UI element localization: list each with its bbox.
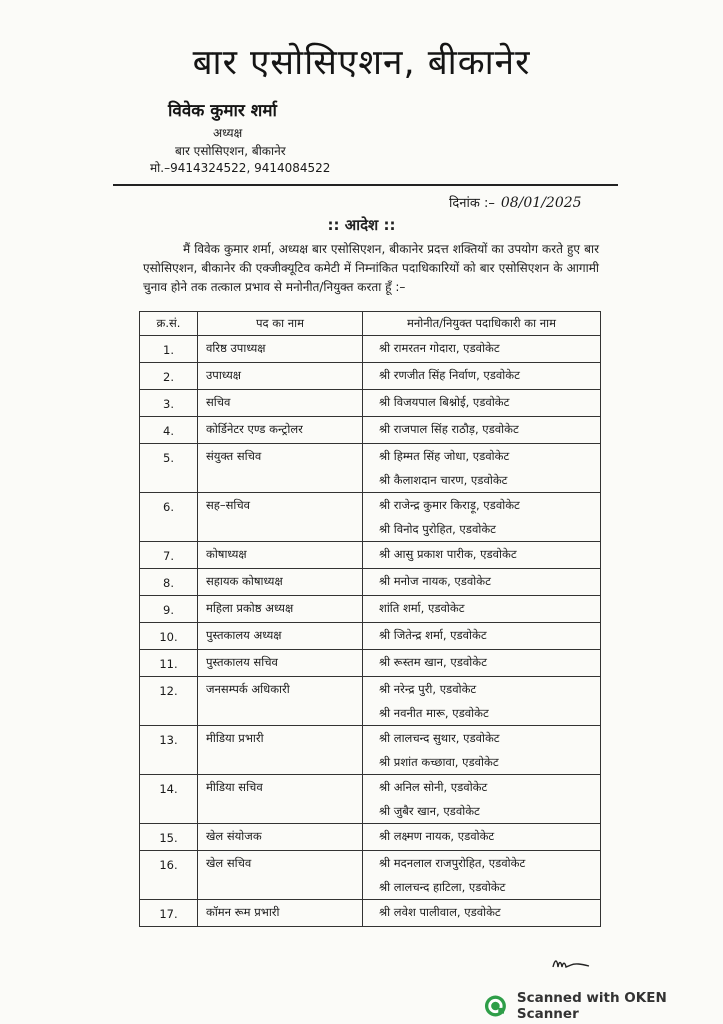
appointee-name: श्री जितेन्द्र शर्मा, एडवोकेट (379, 628, 487, 642)
appointee-name: श्री रूस्तम खान, एडवोकेट (379, 655, 487, 669)
row-appointees (363, 775, 601, 824)
row-serial: 15. (140, 824, 198, 851)
row-serial: 4. (140, 417, 198, 444)
row-serial: 17. (140, 900, 198, 927)
appointee-name: श्री नरेन्द्र पुरी, एडवोकेट (379, 682, 477, 696)
row-post: खेल संयोजक (198, 824, 363, 851)
row-post: मीडिया सचिव (198, 775, 363, 824)
row-serial: 5. (140, 444, 198, 493)
scanner-logo-icon (484, 994, 507, 1018)
president-designation: अध्यक्ष (213, 126, 243, 140)
row-appointees (363, 677, 601, 726)
row-appointees (363, 417, 601, 444)
appointee-name: श्री रामरतन गोदारा, एडवोकेट (379, 341, 500, 355)
appointee-name: श्री लालचन्द हाटिला, एडवोकेट (379, 880, 506, 894)
row-serial: 10. (140, 623, 198, 650)
row-appointees (363, 726, 601, 775)
appointee-name: श्री प्रशांत कच्छावा, एडवोकेट (379, 755, 499, 769)
appointee-name: श्री विनोद पुरोहित, एडवोकेट (379, 522, 496, 536)
appointee-name: श्री मनोज नायक, एडवोकेट (379, 574, 491, 588)
row-post: पुस्तकालय सचिव (198, 650, 363, 677)
table-header-row (140, 312, 601, 336)
date-value: 08/01/2025 (500, 195, 582, 211)
appointee-name: शांति शर्मा, एडवोकेट (379, 601, 465, 615)
table-row (140, 417, 601, 444)
row-serial: 6. (140, 493, 198, 542)
row-appointees (363, 824, 601, 851)
row-appointees (363, 390, 601, 417)
row-post: संयुक्त सचिव (198, 444, 363, 493)
appointee-name: श्री कैलाशदान चारण, एडवोकेट (379, 473, 508, 487)
appointee-name: श्री अनिल सोनी, एडवोकेट (379, 780, 488, 794)
row-post: कोर्डिनेटर एण्ड कन्ट्रोलर (198, 417, 363, 444)
row-appointees (363, 851, 601, 900)
date-line (449, 193, 582, 211)
row-appointees (363, 336, 601, 363)
table-row (140, 363, 601, 390)
appointee-name: श्री आसु प्रकाश पारीक, एडवोकेट (379, 547, 517, 561)
row-post: महिला प्रकोष्ठ अध्यक्ष (198, 596, 363, 623)
appointments-table (139, 311, 601, 927)
row-serial: 16. (140, 851, 198, 900)
row-post: सचिव (198, 390, 363, 417)
appointee-name: श्री लक्ष्मण नायक, एडवोकेट (379, 829, 495, 843)
appointee-name: श्री लालचन्द सुथार, एडवोकेट (379, 731, 500, 745)
table-row (140, 851, 601, 900)
row-appointees (363, 623, 601, 650)
appointee-name: श्री रणजीत सिंह निर्वाण, एडवोकेट (379, 368, 520, 382)
table-row (140, 623, 601, 650)
header-names: मनोनीत/नियुक्त पदाधिकारी का नाम (363, 312, 601, 336)
row-serial: 7. (140, 542, 198, 569)
row-serial: 8. (140, 569, 198, 596)
row-serial: 13. (140, 726, 198, 775)
appointee-name: श्री हिम्मत सिंह जोधा, एडवोकेट (379, 449, 510, 463)
appointee-name: श्री मदनलाल राजपुरोहित, एडवोकेट (379, 856, 526, 870)
appointee-name: श्री नवनीत मारू, एडवोकेट (379, 706, 489, 720)
scanner-text: Scanned with OKEN Scanner (516, 990, 667, 1022)
table-row (140, 542, 601, 569)
row-serial: 14. (140, 775, 198, 824)
row-post: वरिष्ठ उपाध्यक्ष (198, 336, 363, 363)
appointee-name: श्री राजपाल सिंह राठौड़, एडवोकेट (379, 422, 519, 436)
signature-mark (551, 955, 591, 973)
table-row (140, 444, 601, 493)
order-paragraph: मैं विवेक कुमार शर्मा, अध्यक्ष बार एसोसिएशन, बीकानेर प्रदत्त शक्तियों का उपयोग करते हुए बार एसोसिएशन, बीकानेर की एक्जीक्यूटिव कमेटी में निम्नांकित पदाधिकारियों को बार एसोसिएशन के आगामी चुनाव होने तक तत्काल प्रभाव से मनोनीत/नियुक्त करता हूँ :– (143, 242, 599, 294)
appointee-name: श्री राजेन्द्र कुमार किराड़ू, एडवोकेट (379, 498, 520, 512)
order-heading: :: आदेश :: (327, 216, 396, 234)
row-post: कॉमन रूम प्रभारी (198, 900, 363, 927)
row-serial: 3. (140, 390, 198, 417)
table-row (140, 824, 601, 851)
table-row (140, 677, 601, 726)
table-row (140, 726, 601, 775)
row-serial: 12. (140, 677, 198, 726)
row-appointees (363, 650, 601, 677)
header-divider (113, 184, 618, 186)
table-row (140, 493, 601, 542)
row-appointees (363, 900, 601, 927)
table-row (140, 569, 601, 596)
scanner-watermark (484, 990, 723, 1022)
president-organization: बार एसोसिएशन, बीकानेर (175, 144, 286, 158)
table-row (140, 390, 601, 417)
table-row (140, 775, 601, 824)
row-appointees (363, 569, 601, 596)
row-appointees (363, 493, 601, 542)
appointee-name: श्री लवेश पालीवाल, एडवोकेट (379, 905, 501, 919)
row-post: कोषाध्यक्ष (198, 542, 363, 569)
table-row (140, 650, 601, 677)
row-serial: 2. (140, 363, 198, 390)
president-name: विवेक कुमार शर्मा (168, 101, 277, 121)
row-appointees (363, 444, 601, 493)
row-post: सह–सचिव (198, 493, 363, 542)
table-row (140, 336, 601, 363)
row-serial: 1. (140, 336, 198, 363)
row-post: पुस्तकालय अध्यक्ष (198, 623, 363, 650)
header-post: पद का नाम (198, 312, 363, 336)
row-post: जनसम्पर्क अधिकारी (198, 677, 363, 726)
row-serial: 9. (140, 596, 198, 623)
row-appointees (363, 596, 601, 623)
row-post: सहायक कोषाध्यक्ष (198, 569, 363, 596)
row-serial: 11. (140, 650, 198, 677)
appointee-name: श्री विजयपाल बिश्नोई, एडवोकेट (379, 395, 510, 409)
row-post: मीडिया प्रभारी (198, 726, 363, 775)
appointee-name: श्री जुबैर खान, एडवोकेट (379, 804, 480, 818)
row-appointees (363, 363, 601, 390)
organization-title: बार एसोसिएशन, बीकानेर (192, 43, 531, 83)
row-appointees (363, 542, 601, 569)
header-serial: क्र.सं. (140, 312, 198, 336)
date-label: दिनांक :– (449, 196, 495, 211)
row-post: खेल सचिव (198, 851, 363, 900)
president-phone: मो.–9414324522, 9414084522 (150, 161, 331, 175)
table-row (140, 900, 601, 927)
row-post: उपाध्यक्ष (198, 363, 363, 390)
table-row (140, 596, 601, 623)
